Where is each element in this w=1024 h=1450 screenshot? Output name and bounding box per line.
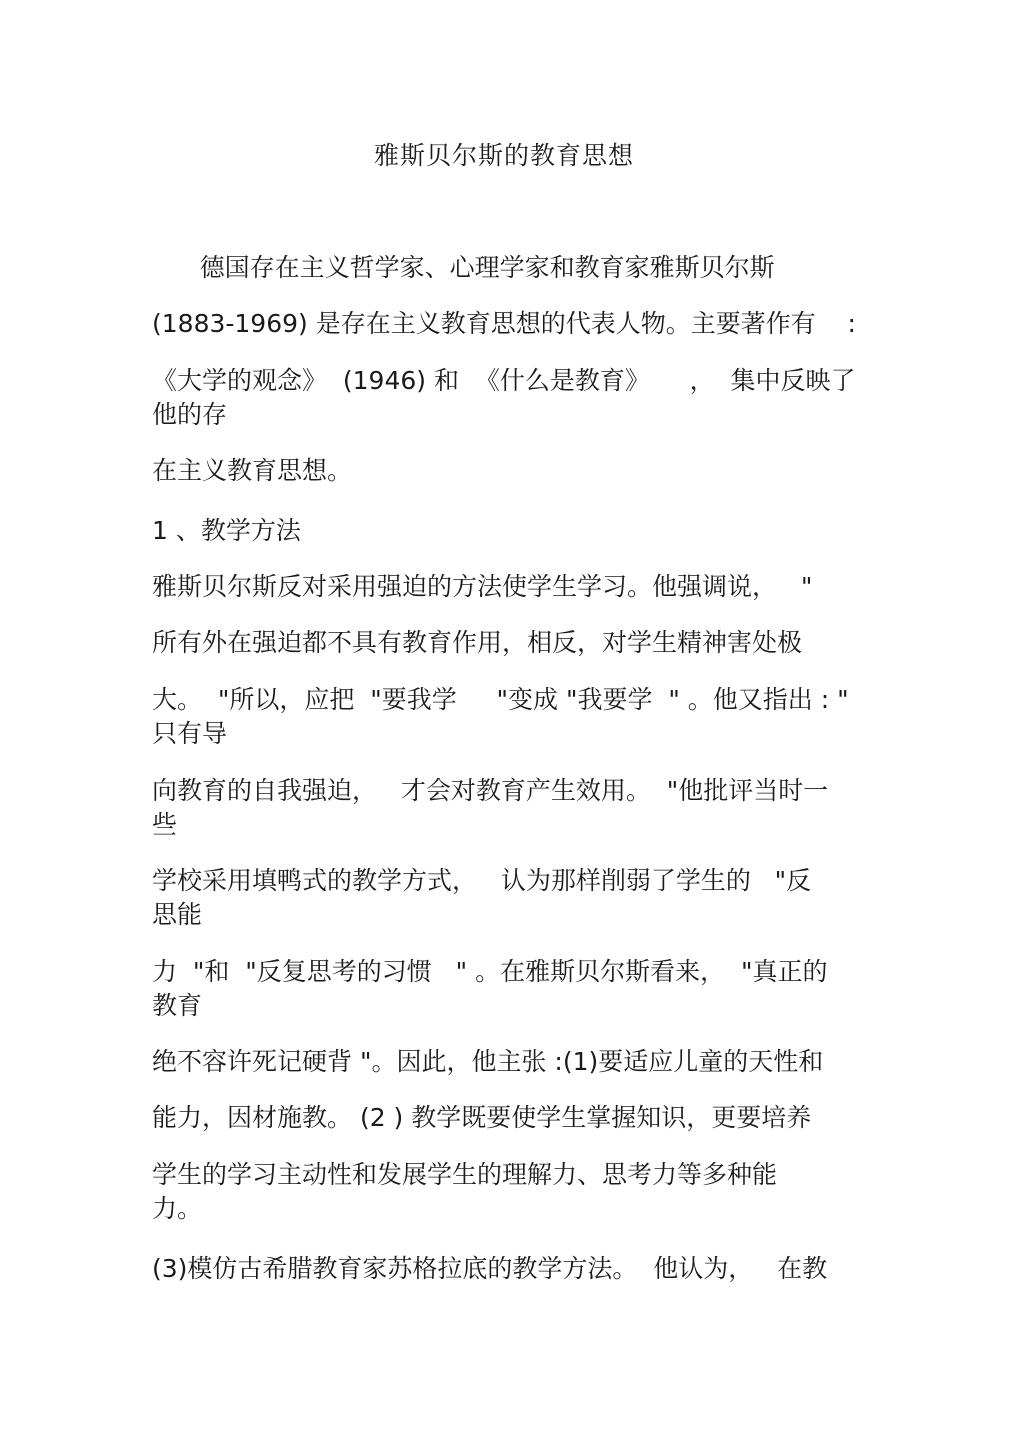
paragraph-line: 力 "和 "反复思考的习惯 " 。在雅斯贝尔斯看来， "真正的 [152,957,828,986]
paragraph-line: 能力，因材施教。 (2 ) 教学既要使学生掌握知识，更要培养 [152,1103,812,1132]
paragraph-line: 向教育的自我强迫， 才会对教育产生效用。 "他批评当时一 [152,776,829,805]
document-title: 雅斯贝尔斯的教育思想 [373,141,634,170]
paragraph-line: (3)模仿古希腊教育家苏格拉底的教学方法。 他认为， 在教 [152,1254,828,1283]
paragraph-line: 教育 [152,991,203,1020]
paragraph-line: 学校采用填鸭式的教学方式， 认为那样削弱了学生的 "反 [152,866,812,895]
paragraph-line: 德国存在主义哲学家、心理学家和教育家雅斯贝尔斯 [152,253,775,282]
paragraph-line: 学生的学习主动性和发展学生的理解力、思考力等多种能 [152,1160,778,1189]
paragraph-line: 雅斯贝尔斯反对采用强迫的方法使学生学习。他强调说， " [152,572,813,601]
paragraph-line: 在主义教育思想。 [152,456,353,485]
section-heading: 1 、教学方法 [152,516,301,545]
paragraph-line: 思能 [152,900,203,929]
paragraph-line: 他的存 [152,400,228,429]
paragraph-line: 绝不容许死记硬背 "。因此，他主张 :(1)要适应儿童的天性和 [152,1047,824,1076]
paragraph-line: 只有导 [152,719,228,748]
paragraph-line: (1883-1969) 是存在主义教育思想的代表人物。主要著作有 : [152,309,856,338]
paragraph-line: 《大学的观念》 (1946) 和 《什么是教育》 ， 集中反映了 [152,366,856,395]
paragraph-line: 些 [152,810,178,839]
paragraph-line: 所有外在强迫都不具有教育作用，相反，对学生精神害处极 [152,628,803,657]
paragraph-line: 大。 "所以，应把 "要我学 "变成 "我要学 " 。他又指出 : " [152,685,849,714]
paragraph-line: 力。 [152,1194,203,1223]
